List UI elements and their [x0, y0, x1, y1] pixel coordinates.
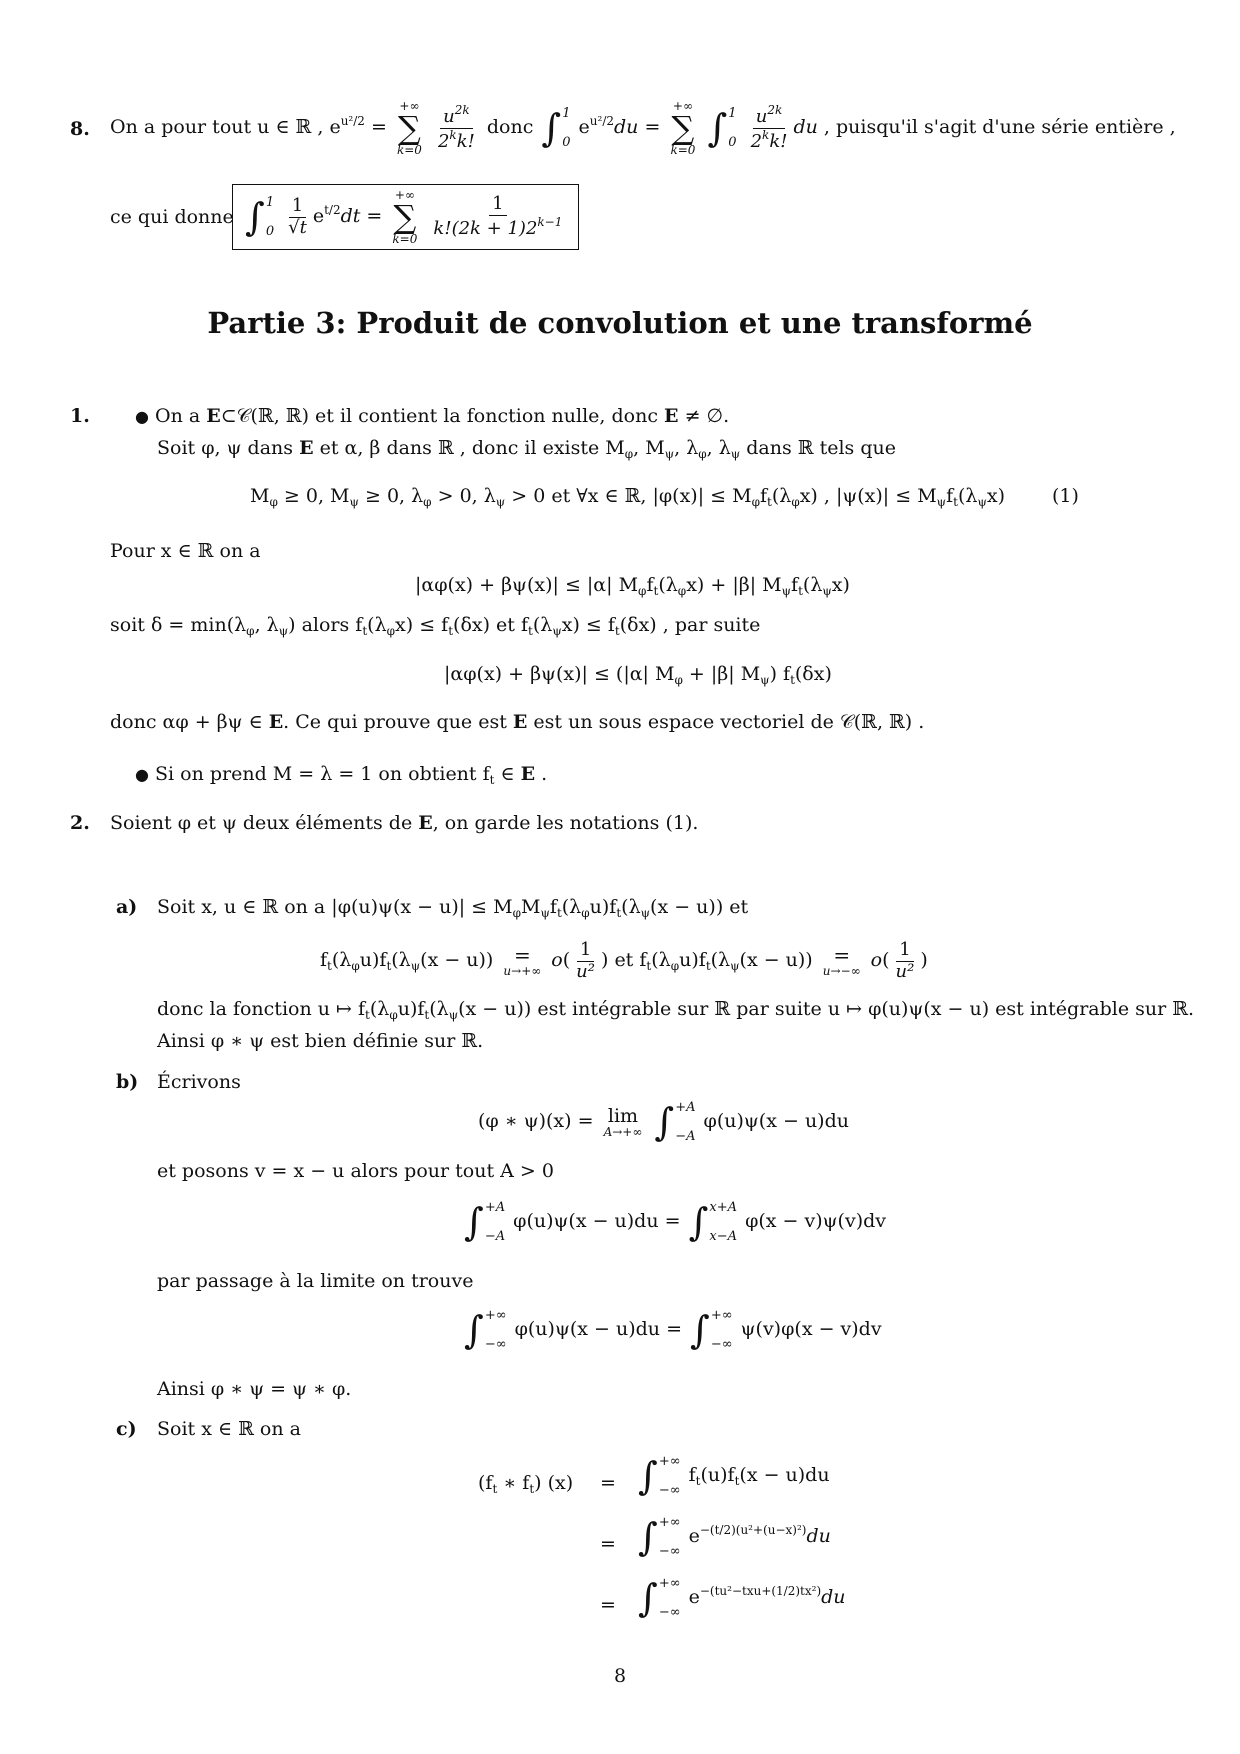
sd-g2: (λ	[532, 614, 553, 636]
ineq2-d: (δx)	[794, 663, 832, 685]
part-b-posons: et posons v = x − u alors pour tout A > 0	[157, 1160, 554, 1182]
ae-s1: φ	[351, 959, 360, 974]
frac-n: u	[443, 105, 455, 127]
dl-c: est un sous espace vectoriel de 𝒞(ℝ, ℝ) .	[533, 711, 925, 733]
sub-psi-1: ψ	[664, 447, 675, 461]
c-lhs-t1: t	[492, 1482, 498, 1496]
l2-a: Soit φ, ψ dans	[157, 437, 294, 459]
sd-e: (δx) , par suite	[619, 614, 761, 636]
be1-bot: −A	[675, 1129, 696, 1144]
part-b-eq3: ∫ +∞ −∞ φ(u)ψ(x − u)du = ∫ +∞ −∞ ψ(v)φ(x − v)dv	[464, 1308, 882, 1352]
dl-b: . Ce qui prouve que est	[283, 711, 507, 733]
bfrac-n: 1	[289, 196, 306, 218]
frac-d: 2	[437, 130, 450, 152]
eq1-g: (λ	[771, 485, 792, 507]
c-r2-integral: ∫ +∞ −∞	[638, 1515, 681, 1559]
a1-t2: t	[616, 906, 622, 920]
b2-t: t	[489, 773, 495, 787]
boxed-frac	[285, 196, 310, 238]
p3-q1-number: 1.	[70, 405, 90, 427]
eq1-g2: (λ	[957, 485, 978, 507]
sum2-bottom: k=0	[670, 143, 696, 157]
integral-symbol: ∫ 1 0	[541, 106, 571, 150]
ae-o2: o	[870, 949, 883, 972]
b1-c: ≠ ∅.	[684, 405, 730, 427]
c-r3-integral: ∫ +∞ −∞	[638, 1576, 681, 1620]
a1-a: Soit x, u ∈ ℝ on a |φ(u)ψ(x − u)| ≤ M	[157, 896, 513, 918]
limit-op	[603, 1104, 643, 1139]
af2-d: u²	[895, 960, 915, 982]
ineq2-t: t	[790, 673, 795, 687]
section-title: Partie 3: Produit de convolution et une transformé	[207, 306, 1033, 340]
l2-d: , λ	[674, 437, 699, 459]
frac2-d-tail: k!	[769, 130, 788, 152]
be2-integral-1: ∫ +A −A	[464, 1200, 506, 1244]
sd-c: x) ≤ f	[395, 614, 449, 636]
p3-q2-intro	[110, 812, 698, 834]
ad-a: donc la fonction u ↦ f	[157, 998, 366, 1020]
c-lhs-c: ) (x)	[534, 1472, 574, 1494]
part-a-equivalence: $f_t(\lambda_\varphi u)f_t(\lambda_\psi(x - u))$ = u→+∞ o( $\frac{1}{\text{u²}}$ ) et $f_t(\lambda_\varphi u)f_t(\lambda_\psi(x - u))$ = u→−∞ o( $\frac{1}{\text{u²}}$ )	[320, 939, 928, 982]
sd-s1: φ	[246, 624, 255, 638]
c-r3-exp: −(tu²−txu+(1/2)tx²)	[699, 1584, 822, 1598]
ae-t1: t	[327, 959, 332, 974]
boxed-rhs-frac	[430, 194, 565, 239]
ae-et: et	[614, 949, 634, 972]
a1-g: (λ	[621, 896, 641, 918]
ad-t2: t	[424, 1008, 430, 1022]
soit-delta-line: soit $\delta = \min(\lambda_\varphi$, $\lambda_\psi$) alors $f_t(\lambda_\varphi x) \le f_t(\delta x)$ et $f_t(\lambda_\psi x) \le f_t(\delta x)$ , par suite	[110, 614, 761, 638]
eq1-d: > 0, λ	[437, 485, 496, 507]
boxed-exp: t/2	[324, 203, 341, 217]
ad-s2: ψ	[448, 1008, 459, 1022]
ineq1-s4: ψ	[822, 584, 832, 598]
donc-line	[110, 711, 924, 733]
be1-integrand: φ(u)ψ(x − u)du	[703, 1110, 849, 1132]
ad-g2: (λ	[429, 998, 449, 1020]
bfrac-d: √t	[288, 216, 307, 238]
sd-s4: ψ	[552, 624, 562, 638]
af1-n: 1	[577, 940, 594, 962]
ineq1-f: f	[646, 574, 654, 596]
q8-fraction	[435, 104, 478, 152]
p3-q1-bullet1	[135, 405, 729, 427]
sd-t3: t	[528, 624, 533, 638]
sd-d: (δx) et f	[453, 614, 529, 636]
a1-d: (x − u)) et	[650, 896, 749, 918]
be3-integral-1: ∫ +∞ −∞	[464, 1308, 507, 1352]
inequality-2	[444, 663, 832, 687]
c-r1-c: (x − u)du	[739, 1464, 830, 1486]
part-c-eq-sign-2: =	[600, 1533, 616, 1555]
eq1-sub-2: ψ	[349, 495, 359, 509]
part-c-intro: Soit x ∈ ℝ on a	[157, 1418, 301, 1440]
c-r1-b: (u)f	[700, 1464, 735, 1486]
brhs-d-sup: k−1	[537, 215, 563, 229]
ae-t2: t	[386, 959, 392, 974]
sub-phi-2: φ	[698, 447, 707, 461]
c-r2-bot: −∞	[658, 1544, 681, 1559]
eq1-sub-1: φ	[269, 495, 278, 509]
q8-du: du	[614, 116, 639, 138]
lim-text: lim	[607, 1104, 639, 1127]
be2-rhs: φ(x − v)ψ(v)dv	[745, 1210, 887, 1232]
be2-top2: x+A	[709, 1200, 738, 1215]
page-number: 8	[613, 1665, 627, 1687]
be3-rhs: ψ(v)φ(x − v)dv	[740, 1318, 882, 1340]
ineq1-s1: φ	[638, 584, 647, 598]
ineq1-g2: (λ	[802, 574, 823, 596]
c-r1-bot: −∞	[658, 1483, 681, 1498]
be2-bot1: −A	[484, 1229, 506, 1244]
be3-top2: +∞	[710, 1308, 733, 1323]
equation-1	[250, 485, 1005, 509]
eq1-sub-6: φ	[791, 495, 800, 509]
c-r2-exp: −(t/2)(u²+(u−x)²)	[699, 1523, 807, 1537]
part-a-label: a)	[116, 896, 138, 918]
part-c-row1	[636, 1454, 830, 1498]
int-top: 1	[562, 106, 571, 121]
b1-a: On a	[155, 405, 201, 427]
be2-top1: +A	[484, 1200, 506, 1215]
E-bold-6: E	[520, 763, 536, 785]
q8-donc: donc	[486, 116, 534, 138]
a1-f: f	[549, 896, 557, 918]
c-r2-du: du	[806, 1525, 831, 1547]
a1-s1: φ	[512, 906, 521, 920]
sd-b: ) alors f	[288, 614, 363, 636]
part-b-label: b)	[116, 1071, 139, 1093]
E-bold: E	[206, 405, 221, 427]
sum2-top: +∞	[672, 99, 693, 113]
ae-g3: (λ	[651, 949, 671, 972]
ineq1-a: |αφ(x) + βψ(x)| ≤ |α| M	[415, 574, 639, 596]
ineq1-s2: φ	[677, 584, 687, 598]
q8-text-a: On a pour tout u ∈ ℝ , e	[110, 116, 341, 138]
boxed-equation	[232, 184, 579, 250]
q8-du-2: du	[793, 116, 818, 138]
q8-tail: , puisqu'il s'agit d'une série entière ,	[823, 116, 1176, 138]
bsum-top: +∞	[394, 188, 415, 202]
q2-intro-a: Soient φ et ψ deux éléments de	[110, 812, 413, 834]
ae-s2: ψ	[410, 959, 421, 974]
ineq2-b: + |β| M	[688, 663, 761, 685]
sd-t2: t	[448, 624, 454, 638]
part-c-row2	[636, 1515, 831, 1559]
p3-q1-line2	[157, 437, 896, 461]
q8-exp-a: u²/2	[340, 114, 365, 128]
E-bold-2: E	[664, 405, 679, 427]
eq1-sub-8: ψ	[977, 495, 987, 509]
eq1-h: x) , |ψ(x)| ≤ M	[799, 485, 937, 507]
a1-s3: φ	[581, 906, 590, 920]
c-r1-t2: t	[734, 1474, 740, 1488]
bullet-dot: ●	[135, 407, 149, 426]
part-c-lhs	[478, 1472, 573, 1496]
ae-frac2	[893, 940, 918, 982]
l2-c: , M	[633, 437, 665, 459]
boxed-dt: dt =	[340, 205, 383, 227]
a1-t1: t	[556, 906, 562, 920]
ae-t4: t	[705, 959, 711, 974]
sum-bottom: k=0	[396, 143, 422, 157]
ae-g4: (λ	[710, 949, 731, 972]
frac2-d: 2	[750, 130, 763, 152]
bint-bottom: 0	[265, 224, 275, 239]
p3-q2-number: 2.	[70, 812, 90, 834]
eq1-sub-5: φ	[751, 495, 760, 509]
sd-s2: ψ	[278, 624, 289, 638]
part-c-eq-sign-1: =	[600, 1472, 616, 1494]
ae-f3: f	[639, 949, 647, 972]
be1-left: (φ ∗ ψ)(x) =	[478, 1110, 594, 1132]
E-bold-4: E	[268, 711, 284, 733]
part-c-eq-sign-3: =	[600, 1594, 616, 1616]
ineq1-c: x)	[831, 574, 850, 596]
frac2-d-sup: k	[762, 127, 770, 142]
ae-g1: (λ	[331, 949, 352, 972]
eq1-b: ≥ 0, M	[283, 485, 350, 507]
part-b-ecrivons: Écrivons	[157, 1071, 241, 1093]
part-a-line1: Soit x, u ∈ ℝ on a $|\varphi(u)\psi(x - u)| \le M_\varphi M_\psi f_t(\lambda_\varphi u)f_t(\lambda_\psi(x - u))$ et	[157, 896, 749, 920]
brhs-n: 1	[489, 194, 506, 216]
q8-boxed-result	[232, 184, 579, 250]
lim-sub: A→+∞	[603, 1124, 643, 1139]
c-lhs-a: (f	[478, 1472, 493, 1494]
eq1-sub-t2: t	[953, 495, 958, 509]
sum-top: +∞	[399, 99, 420, 113]
question-8-line1	[110, 100, 1176, 156]
be2-integrand: φ(u)ψ(x − u)du	[513, 1210, 659, 1232]
E-bold-7: E	[418, 812, 433, 834]
int2-bottom: 0	[728, 135, 737, 150]
ineq2-a: |αφ(x) + βψ(x)| ≤ (|α| M	[444, 663, 675, 685]
c-lhs-b: ∗ f	[503, 1472, 530, 1494]
pour-x: Pour x ∈ ℝ on a	[110, 540, 261, 562]
p3-q1-bullet2	[135, 763, 547, 787]
sum-symbol: +∞ ∑ k=0	[396, 99, 422, 157]
ad-c: (x − u)) est intégrable sur ℝ par suite u ↦ φ(u)ψ(x − u) est intégrable sur ℝ.	[458, 998, 1195, 1020]
sd-t4: t	[614, 624, 620, 638]
sd-c2: x) ≤ f	[561, 614, 615, 636]
sub-phi-1: φ	[624, 447, 634, 461]
sub-psi-2: ψ	[730, 447, 741, 461]
question-8-number: 8.	[70, 118, 90, 140]
ae-t3: t	[646, 959, 652, 974]
c-r3-bot: −∞	[658, 1605, 681, 1620]
ineq1-s3: ψ	[781, 584, 792, 598]
ae-o1: o	[551, 949, 563, 972]
ae-mid4: (x − u))	[739, 949, 813, 972]
sd-s3: φ	[386, 624, 396, 638]
sd-a: soit δ = min(λ	[110, 614, 247, 636]
eq1-e: > 0 et ∀x ∈ ℝ, |φ(x)| ≤ M	[511, 485, 752, 507]
bint-top: 1	[265, 195, 275, 210]
be3-integrand: φ(u)ψ(x − u)du	[514, 1318, 661, 1340]
boxed-sum: +∞ ∑ k=0	[392, 188, 418, 246]
int2-top: 1	[728, 106, 737, 121]
b2-c: .	[541, 763, 548, 785]
af1-d: u²	[576, 960, 595, 982]
int-bottom: 0	[562, 135, 571, 150]
be1-integral: ∫ +A −A	[654, 1100, 696, 1144]
c-r1-top: +∞	[658, 1454, 681, 1469]
part-a-donc	[157, 998, 1194, 1022]
l2-b: et α, β dans ℝ , donc il existe M	[319, 437, 625, 459]
ae-mid3: u)f	[679, 949, 706, 972]
eq1-sub-t: t	[767, 495, 772, 509]
ae-g2: (λ	[391, 949, 411, 972]
c-r1-f: f	[688, 1464, 696, 1486]
sd-t1: t	[362, 624, 368, 638]
c-r2-e: e	[688, 1525, 700, 1547]
boxed-e: e	[312, 205, 325, 227]
c-r3-e: e	[688, 1586, 700, 1608]
sd-g1: (λ	[367, 614, 387, 636]
equation-number-1: (1)	[1052, 485, 1079, 507]
be3-integral-2: ∫ +∞ −∞	[690, 1308, 733, 1352]
ae-mid1: u)f	[359, 949, 387, 972]
part-b-eq1	[478, 1100, 849, 1144]
be2-integral-2: ∫ x+A x−A	[688, 1200, 738, 1244]
ad-s1: φ	[389, 1008, 398, 1022]
frac2-n: u	[755, 105, 768, 127]
b2-b: ∈	[500, 763, 515, 785]
frac-d-tail: k!	[456, 130, 475, 152]
q8-exp-b: u²/2	[589, 114, 615, 128]
part-b-eq2: ∫ +A −A φ(u)ψ(x − u)du = ∫ x+A x−A φ(x − v)ψ(v)dv	[464, 1200, 887, 1244]
eq1-f2: f	[946, 485, 954, 507]
a1-b: (λ	[561, 896, 582, 918]
af2-n: 1	[896, 940, 913, 962]
part-b-ainsi: Ainsi φ ∗ ψ = ψ ∗ φ.	[157, 1378, 352, 1400]
frac-d-sup: k	[449, 127, 457, 142]
E-bold-3: E	[299, 437, 314, 459]
be3-bot1: −∞	[484, 1337, 507, 1352]
ineq1-g: (λ	[658, 574, 678, 596]
bsum-bottom: k=0	[392, 232, 418, 246]
ineq1-t2: t	[798, 584, 803, 598]
frac-n-sup: 2k	[454, 102, 470, 117]
eq1-sub-4: ψ	[495, 495, 506, 509]
b1-b: ⊂𝒞(ℝ, ℝ) et il contient la fonction nulle, donc	[220, 405, 658, 427]
be3-bot2: −∞	[710, 1337, 733, 1352]
equal-under-1: = u→+∞	[503, 943, 542, 979]
inequality-1	[415, 574, 850, 598]
ae-frac1	[573, 940, 598, 982]
ad-g1: (λ	[369, 998, 390, 1020]
ineq2-s1: φ	[674, 673, 683, 687]
eq1-f: f	[759, 485, 768, 507]
eq1-c: ≥ 0, λ	[364, 485, 424, 507]
ae-f1: f	[320, 949, 328, 972]
integral-symbol-2: ∫ 1 0	[707, 106, 737, 150]
q8-eq: =	[370, 116, 387, 138]
ae-s3: φ	[670, 959, 680, 974]
q2-intro-b: , on garde les notations (1).	[432, 812, 699, 834]
be1-top: +A	[675, 1100, 696, 1115]
c-r1-integral: ∫ +∞ −∞	[638, 1454, 681, 1498]
brhs-d: k!(2k + 1)2	[433, 218, 538, 239]
eu1-sub: u→+∞	[503, 964, 542, 979]
ae-s4: ψ	[730, 959, 740, 974]
ae-mid2: (x − u))	[420, 949, 494, 972]
ineq1-b: x) + |β| M	[686, 574, 782, 596]
be2-bot2: x−A	[709, 1229, 738, 1244]
ineq1-t: t	[653, 584, 659, 598]
sum-symbol-2: +∞ ∑ k=0	[670, 99, 696, 157]
l2-f: dans ℝ tels que	[746, 437, 896, 459]
eq1-i: x)	[986, 485, 1005, 507]
eu2-sub: u→−∞	[822, 964, 861, 979]
ad-t1: t	[365, 1008, 370, 1022]
q8-ce-qui-donne: ce qui donne	[110, 206, 234, 228]
frac2-n-sup: 2k	[767, 102, 783, 117]
ineq1-f2: f	[791, 574, 799, 596]
eq1-M: M	[250, 485, 270, 507]
q8-e: e	[578, 116, 590, 138]
l2-e: , λ	[706, 437, 731, 459]
ineq2-s2: ψ	[760, 673, 770, 687]
part-b-passage: par passage à la limite on trouve	[157, 1270, 474, 1292]
c-lhs-t2: t	[529, 1482, 535, 1496]
c-r1-t1: t	[695, 1474, 701, 1488]
equal-under-2: = u→−∞	[822, 943, 861, 979]
part-c-row3	[636, 1576, 846, 1620]
c-r3-top: +∞	[658, 1576, 681, 1591]
a1-c: u)f	[589, 896, 617, 918]
be3-top1: +∞	[484, 1308, 507, 1323]
dl-a: donc αφ + βψ ∈	[110, 711, 263, 733]
eq1-sub-3: φ	[423, 495, 432, 509]
eq1-sub-7: ψ	[936, 495, 947, 509]
E-bold-5: E	[512, 711, 528, 733]
a1-s4: ψ	[640, 906, 651, 920]
c-r2-top: +∞	[658, 1515, 681, 1530]
q8-fraction-2	[748, 104, 791, 152]
b2-a: Si on prend M = λ = 1 on obtient f	[155, 763, 490, 785]
part-a-ainsi: Ainsi φ ∗ ψ est bien définie sur ℝ.	[157, 1030, 484, 1052]
boxed-integral: ∫ 1 0	[245, 195, 275, 239]
ineq2-c: ) f	[769, 663, 791, 685]
c-r3-du: du	[821, 1586, 846, 1608]
bullet-dot-2: ●	[135, 765, 149, 784]
q8-eq-2: =	[644, 116, 661, 138]
ad-b: u)f	[397, 998, 425, 1020]
a1-s2: ψ	[540, 906, 550, 920]
part-c-label: c)	[116, 1418, 137, 1440]
